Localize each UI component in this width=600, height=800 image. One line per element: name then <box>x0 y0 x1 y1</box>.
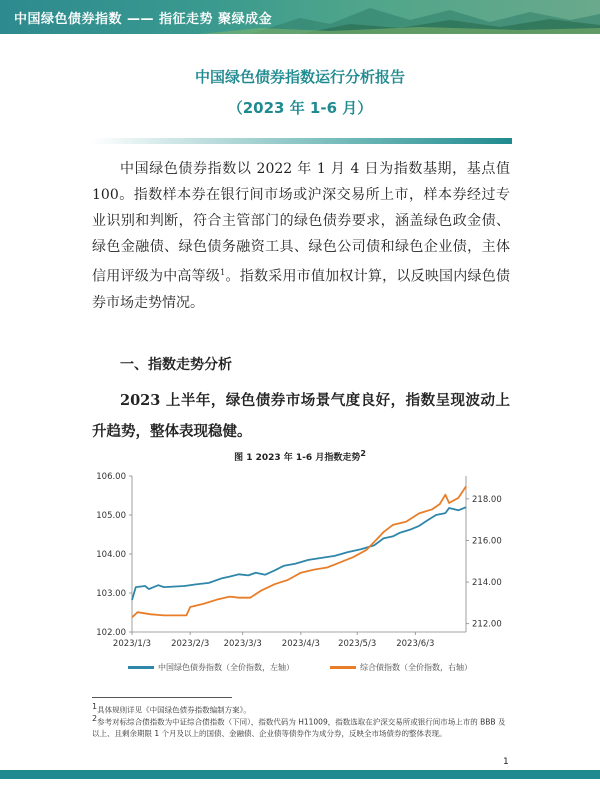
x-tick-label: 2023/1/3 <box>112 639 152 649</box>
header-banner <box>0 0 600 34</box>
legend-item-green-bond <box>128 662 294 673</box>
intro-tail: 。指数采用市值加权计算，以反映国内绿色债券市场走势情况。 <box>92 268 511 311</box>
title-divider <box>90 138 512 144</box>
figure-title-text: 图 1 2023 年 1-6 月指数走势 <box>234 453 361 463</box>
x-tick-label: 2023/2/3 <box>171 639 210 649</box>
legend-label: 中国绿色债券指数（全价指数，左轴） <box>158 663 294 672</box>
y-right-tick-label: 212.00 <box>472 619 502 630</box>
y-left-tick-label: 102.00 <box>96 628 126 638</box>
x-tick-label: 2023/6/3 <box>396 639 435 649</box>
report-subtitle: （2023 年 1-6 月） <box>227 99 373 117</box>
footnote-1: 1具体规则详见《中国绿色债券指数编制方案》。 <box>92 702 251 715</box>
highlight-paragraph: 2023 上半年，绿色债券市场景气度良好，指数呈现波动上升趋势，整体表现稳健。 <box>92 392 510 440</box>
intro-paragraph <box>92 156 510 316</box>
legend-item-composite-bond <box>330 662 472 673</box>
footnote-2-text: 参考对标综合债指数为中证综合债指数（下同），指数代码为 H11009，指数选取在沪深交易所或银行间市场上市的 BBB 及以上、且剩余期限 1 个月及以上的国债、金融债、企业债等债券作为成分券，反映全市场债券的整体表现。 <box>92 717 506 738</box>
index-trend-chart <box>88 462 508 658</box>
y-right-tick-label: 216.00 <box>472 536 502 547</box>
y-left-tick-label: 106.00 <box>96 472 126 482</box>
composite-bond-index-line <box>132 486 466 617</box>
footnote-2: 2参考对标综合债指数为中证综合债指数（下同），指数代码为 H11009，指数选取在沪深交易所或银行间市场上市的 BBB 及以上、且剩余期限 1 个月及以上的国债、金融债、企业债等债券作为成分券，反映全市场债券的整体表现。 <box>92 714 506 738</box>
x-tick-label: 2023/5/3 <box>338 639 377 649</box>
section-heading: 一、指数走势分析 <box>120 357 232 373</box>
footnote-ref-2[interactable]: 2 <box>360 449 366 458</box>
y-left-tick-label: 104.00 <box>96 550 126 560</box>
legend-label: 综合债指数（全价指数，右轴） <box>360 663 472 672</box>
x-tick-label: 2023/3/3 <box>223 639 262 649</box>
y-left-tick-label: 105.00 <box>96 511 126 521</box>
page-number: 1 <box>503 757 509 767</box>
green-bond-index-line <box>132 507 466 600</box>
legend-swatch <box>330 666 356 669</box>
report-title: 中国绿色债券指数运行分析报告 <box>194 68 405 86</box>
y-right-tick-label: 218.00 <box>472 494 502 505</box>
footnote-ref-1[interactable]: 1 <box>220 268 226 277</box>
footnote-1-text: 具体规则详见《中国绿色债券指数编制方案》。 <box>97 705 251 715</box>
figure-title <box>0 449 600 463</box>
banner-text: 中国绿色债券指数 —— 指征走势 聚绿成金 <box>14 12 273 27</box>
footer-bar <box>0 770 600 779</box>
intro-text: 中国绿色债券指数以 2022 年 1 月 4 日为指数基期，基点值 100。指数样本券在银行间市场或沪深交易所上市，样本券经过专业识别和判断，符合主管部门的绿色债券要求，涵盖绿色政金债、绿色金融债、绿色债务融资工具、绿色公司债和绿色企业债，主体信用评级为中高等级 <box>92 161 510 285</box>
legend-swatch <box>128 666 154 669</box>
footnote-divider <box>92 697 232 698</box>
x-tick-label: 2023/4/3 <box>281 639 320 649</box>
y-left-tick-label: 103.00 <box>96 589 126 599</box>
y-right-tick-label: 214.00 <box>472 578 502 589</box>
